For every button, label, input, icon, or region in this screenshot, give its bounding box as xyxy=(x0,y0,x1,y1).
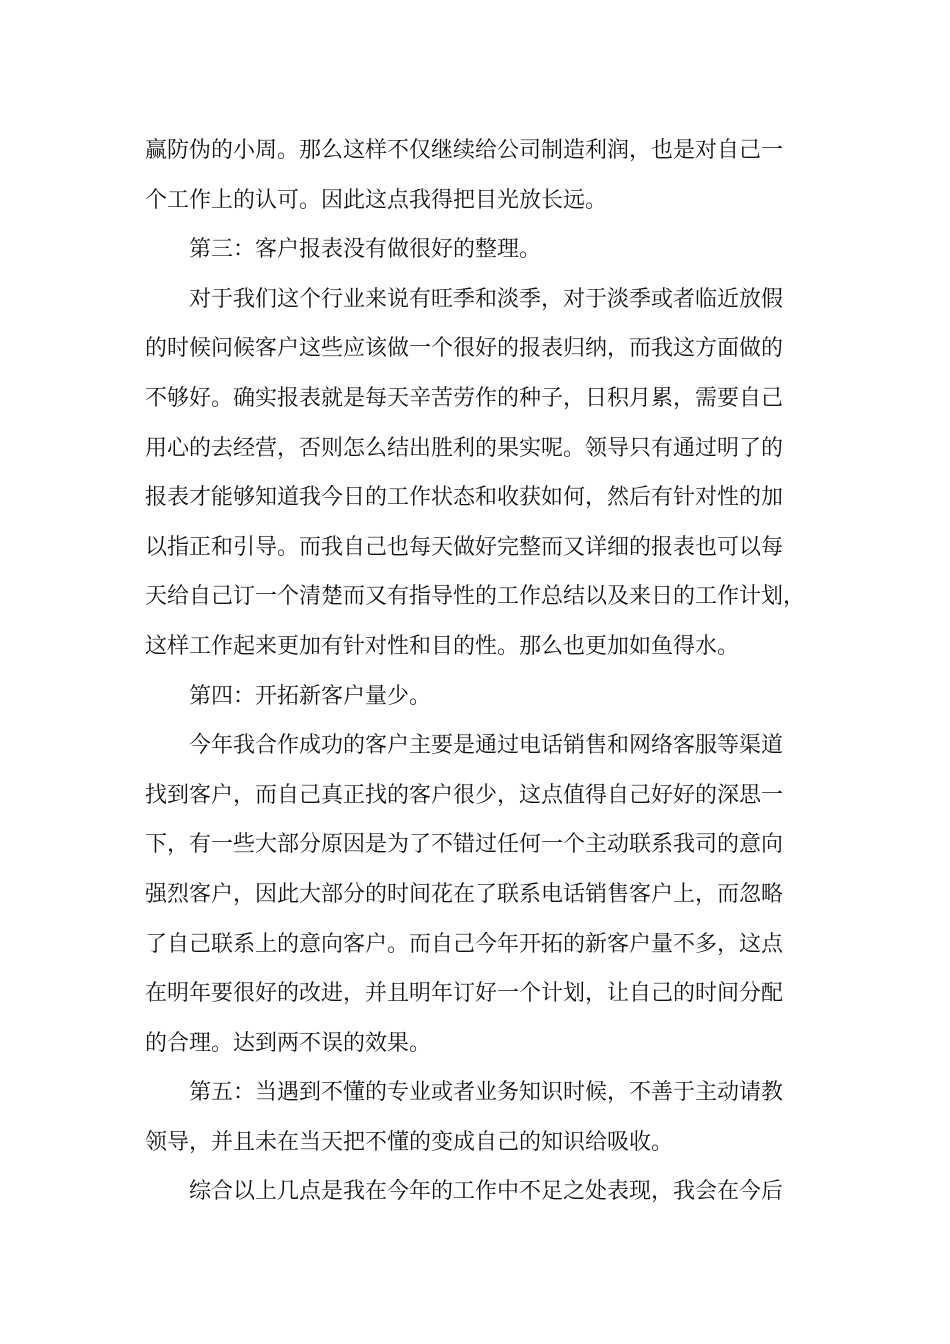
text-line: 不够好。确实报表就是每天辛苦劳作的种子，日积月累，需要自己 xyxy=(145,385,784,411)
text-line: 强烈客户，因此大部分的时间花在了联系电话销售客户上，而忽略 xyxy=(145,881,784,907)
text-line: 的合理。达到两不误的效果。 xyxy=(145,1030,432,1056)
text-line: 个工作上的认可。因此这点我得把目光放长远。 xyxy=(145,187,608,213)
text-line: 了自己联系上的意向客户。而自己今年开拓的新客户量不多，这点 xyxy=(145,931,784,957)
text-line: 综合以上几点是我在今年的工作中不足之处表现，我会在今后 xyxy=(189,1179,784,1205)
text-line: 对于我们这个行业来说有旺季和淡季，对于淡季或者临近放假 xyxy=(189,286,784,312)
text-line: 在明年要很好的改进，并且明年订好一个计划，让自己的时间分配 xyxy=(145,981,784,1007)
text-line: 用心的去经营，否则怎么结出胜利的果实呢。领导只有通过明了的 xyxy=(145,435,784,461)
text-line: 第三：客户报表没有做很好的整理。 xyxy=(189,237,542,263)
document-body xyxy=(145,126,815,1217)
text-line: 这样工作起来更加有针对性和目的性。那么也更加如鱼得水。 xyxy=(145,633,740,659)
text-line: 找到客户，而自己真正找的客户很少，这点值得自己好好的深思一 xyxy=(145,782,784,808)
text-line: 第四：开拓新客户量少。 xyxy=(189,683,432,709)
text-line: 第五：当遇到不懂的专业或者业务知识时候，不善于主动请教 xyxy=(189,1080,784,1106)
text-line: 的时候问候客户这些应该做一个很好的报表归纳，而我这方面做的 xyxy=(145,336,784,362)
text-line: 今年我合作成功的客户主要是通过电话销售和网络客服等渠道 xyxy=(189,733,784,759)
text-line: 赢防伪的小周。那么这样不仅继续给公司制造利润，也是对自己一 xyxy=(145,138,784,163)
text-line: 报表才能够知道我今日的工作状态和收获如何，然后有针对性的加 xyxy=(145,485,784,511)
text-line: 以指正和引导。而我自己也每天做好完整而又详细的报表也可以每 xyxy=(145,534,784,560)
text-line: 领导，并且未在当天把不懂的变成自己的知识给吸收。 xyxy=(145,1129,674,1155)
text-line: 天给自己订一个清楚而又有指导性的工作总结以及来日的工作计划， xyxy=(145,584,806,610)
text-line: 下，有一些大部分原因是为了不错过任何一个主动联系我司的意向 xyxy=(145,832,784,858)
